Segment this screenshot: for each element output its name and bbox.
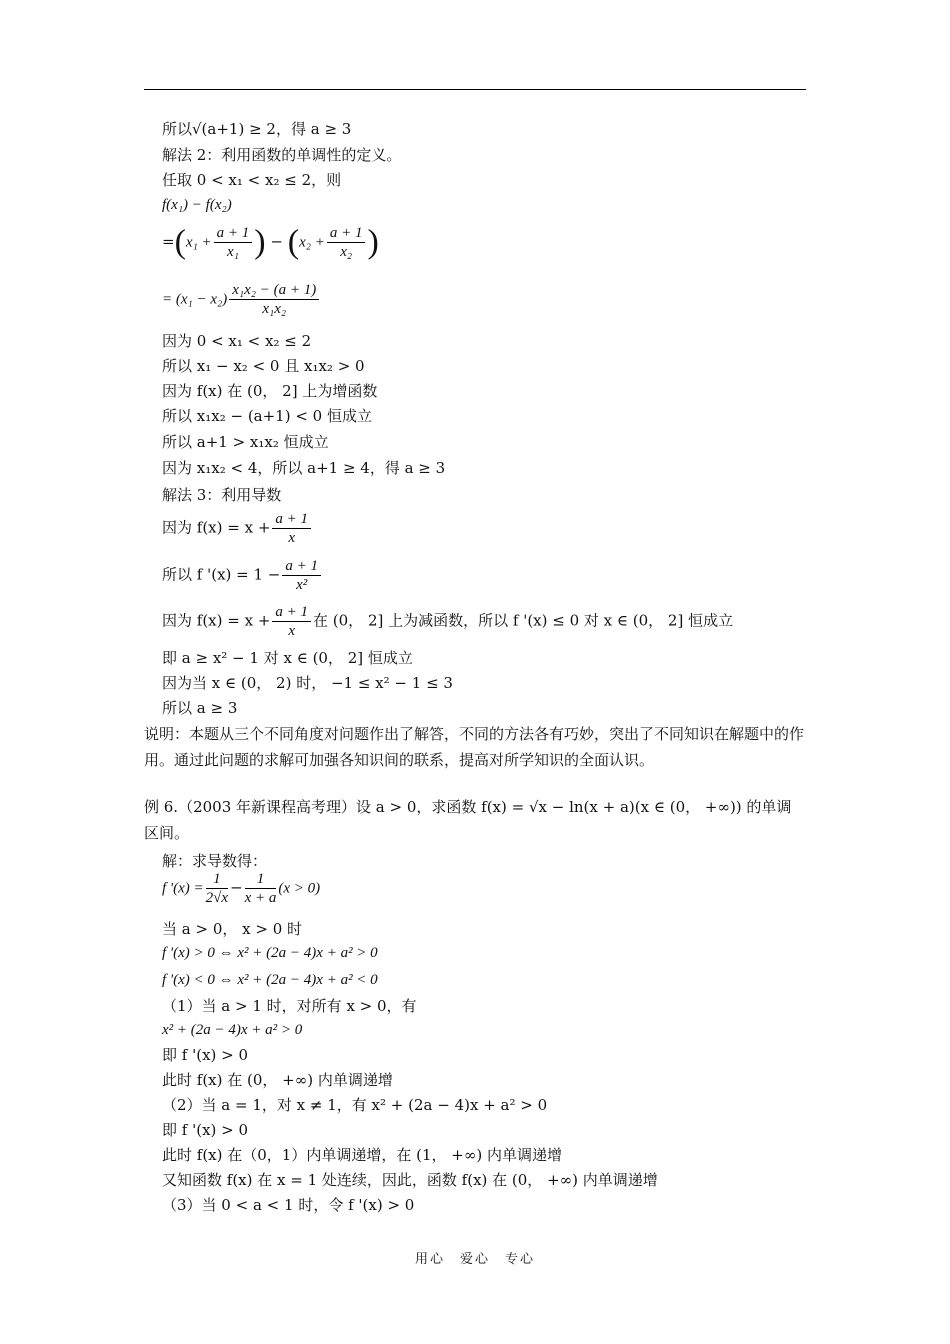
- text-line: 解法 2：利用函数的单调性的定义。: [162, 146, 402, 164]
- fraction: $\frac{\text{x₁x₂ − (a + 1)}}{\text{x₁x₂}}$: [229, 281, 319, 318]
- math-expression-row1: =(x₁ + $\frac{a + 1}{\text{x₁}}$ ) − (x₂ + $\frac{a + 1}{\text{x₂}}$ ): [162, 223, 379, 261]
- text-line: 因为 x₁x₂ < 4，所以 a+1 ≥ 4，得 a ≥ 3: [162, 459, 446, 477]
- text-line: 因为 f(x) 在 (0， 2] 上为增函数: [162, 382, 378, 400]
- page-footer: 用心 爱心 专心: [414, 1252, 535, 1267]
- math-expression-row2: = (x₁ − x₂) $\frac{\text{x₁x₂ − (a + 1)}}{\text{x₁x₂}}$: [162, 281, 321, 318]
- math-line: x² + (2a − 4)x + a² > 0: [162, 1022, 303, 1038]
- text-line: 所以 x₁ − x₂ < 0 且 x₁x₂ > 0: [162, 357, 365, 375]
- math-line: f '(x) < 0 ⇔ x² + (2a − 4)x + a² < 0: [162, 972, 378, 988]
- text-line: 所以√(a+1) ≥ 2，得 a ≥ 3: [162, 120, 352, 138]
- text-line: （2）当 a = 1，对 x ≠ 1，有 x² + (2a − 4)x + a² > 0: [162, 1096, 548, 1114]
- text-line: 解法 3：利用导数: [162, 486, 282, 504]
- text-line: 此时 f(x) 在（0，1）内单调递增，在 (1， +∞) 内单调递增: [162, 1146, 562, 1164]
- text-line: 所以 a+1 > x₁x₂ 恒成立: [162, 433, 329, 451]
- math-line: 因为 f(x) = x + $\frac{a + 1}{x}$ 在 (0， 2] 上为减函数，所以 f '(x) ≤ 0 对 x ∈ (0， 2] 恒成立: [162, 604, 734, 639]
- text-line: （3）当 0 < a < 1 时，令 f '(x) > 0: [162, 1196, 415, 1214]
- example-6-statement: 例 6.（2003 年新课程高考理）设 a > 0，求函数 f(x) = √x − ln(x + a)(x ∈ (0， +∞)) 的单调区间。: [144, 798, 792, 842]
- text-line: 任取 0 < x₁ < x₂ ≤ 2，则: [162, 171, 342, 189]
- fraction: $\frac{a + 1}{x}$: [272, 603, 311, 640]
- text-line: 因为 0 < x₁ < x₂ ≤ 2: [162, 332, 312, 350]
- text-line: 即 f '(x) > 0: [162, 1121, 249, 1139]
- text-line: 即 f '(x) > 0: [162, 1046, 249, 1064]
- fraction: $\frac{a + 1}{\text{x₂}}$: [327, 224, 366, 261]
- fraction: $\frac{1}{x + a}$: [244, 871, 277, 906]
- text-line: 所以 x₁x₂ − (a+1) < 0 恒成立: [162, 407, 372, 425]
- explanation-paragraph: 说明：本题从三个不同角度对问题作出了解答，不同的方法各有巧妙，突出了不同知识在解题中的作用。通过此问题的求解可加强各知识间的联系，提高对所学知识的全面认识。: [144, 725, 805, 769]
- text-line: 即 a ≥ x² − 1 对 x ∈ (0， 2] 恒成立: [162, 649, 413, 667]
- text-line: 又知函数 f(x) 在 x = 1 处连续，因此，函数 f(x) 在 (0， +∞) 内单调递增: [162, 1171, 658, 1189]
- text-line: 当 a > 0， x > 0 时: [162, 920, 303, 938]
- fraction: $\frac{a + 1}{\text{x₁}}$: [214, 224, 253, 261]
- math-line: f '(x) = $\frac{1}{2√x}$ − $\frac{1}{x + a}$ (x > 0): [162, 871, 321, 906]
- fraction: $\frac{a + 1}{x}$: [272, 510, 311, 547]
- fraction: $\frac{a + 1}{\text{x²}}$: [282, 557, 321, 594]
- fraction: $\frac{1}{2√x}$: [205, 871, 229, 906]
- header-rule: [144, 89, 806, 90]
- text-line: （1）当 a > 1 时，对所有 x > 0，有: [162, 997, 417, 1015]
- text-line: 解：求导数得：: [162, 852, 268, 870]
- text-line: 所以 a ≥ 3: [162, 699, 238, 717]
- text-line: 此时 f(x) 在 (0， +∞) 内单调递增: [162, 1071, 393, 1089]
- math-line: f '(x) > 0 ⇔ x² + (2a − 4)x + a² > 0: [162, 945, 378, 961]
- text-line: 因为当 x ∈ (0， 2) 时， −1 ≤ x² − 1 ≤ 3: [162, 674, 453, 692]
- math-line: f(x₁) − f(x₂): [162, 197, 232, 213]
- math-line: 因为 f(x) = x + $\frac{a + 1}{x}$: [162, 510, 313, 547]
- math-line: 所以 f '(x) = 1 − $\frac{a + 1}{\text{x²}}$: [162, 557, 323, 594]
